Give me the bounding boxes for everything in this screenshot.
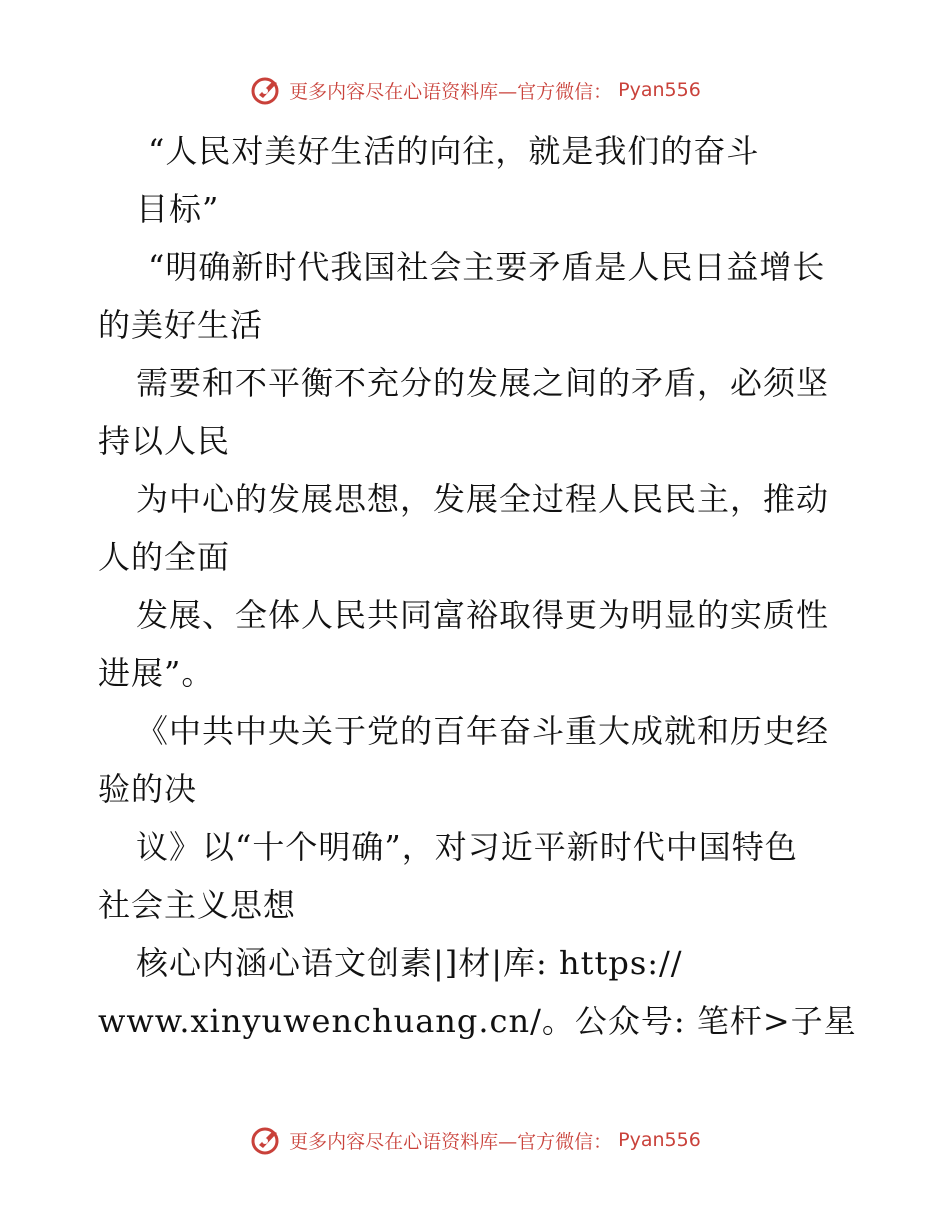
- body-line: “明确新时代我国社会主要矛盾是人民日益增长: [148, 248, 826, 286]
- body-line: 为中心的发展思想，发展全过程人民民主，推动: [136, 480, 830, 518]
- body-line: 人的全面: [98, 538, 231, 576]
- document-body: [98, 122, 858, 1050]
- body-line: “人民对美好生活的向往，就是我们的奋斗: [148, 132, 760, 170]
- body-line: 发展、全体人民共同富裕取得更为明显的实质性: [136, 596, 830, 634]
- body-line: 的美好生活: [98, 306, 264, 344]
- watermark-text: 更多内容尽在心语资料库—官方微信：: [289, 80, 613, 103]
- watermark-wechat-id: Pyan556: [618, 79, 701, 101]
- body-line: 核心内涵心语文创素|]材|库: https://: [136, 944, 683, 982]
- watermark-text: 更多内容尽在心语资料库—官方微信：: [289, 1130, 613, 1153]
- body-line: www.xinyuwenchuang.cn/。公众号: 笔杆>子星: [98, 1002, 857, 1040]
- footer-watermark: [0, 1120, 950, 1160]
- pen-circle-logo-icon: [249, 73, 283, 107]
- watermark-wechat-id: Pyan556: [618, 1129, 701, 1151]
- header-watermark: [0, 70, 950, 110]
- body-line: 持以人民: [98, 422, 231, 460]
- body-line: 验的决: [98, 770, 198, 808]
- body-line: 目标”: [136, 190, 220, 228]
- body-line: 需要和不平衡不充分的发展之间的矛盾，必须坚: [136, 364, 830, 402]
- body-line: 进展”。: [98, 654, 215, 692]
- pen-circle-logo-icon: [249, 1123, 283, 1157]
- body-line: 社会主义思想: [98, 886, 297, 924]
- body-line: 《中共中央关于党的百年奋斗重大成就和历史经: [136, 712, 830, 750]
- body-line: 议》以“十个明确”，对习近平新时代中国特色: [136, 828, 798, 866]
